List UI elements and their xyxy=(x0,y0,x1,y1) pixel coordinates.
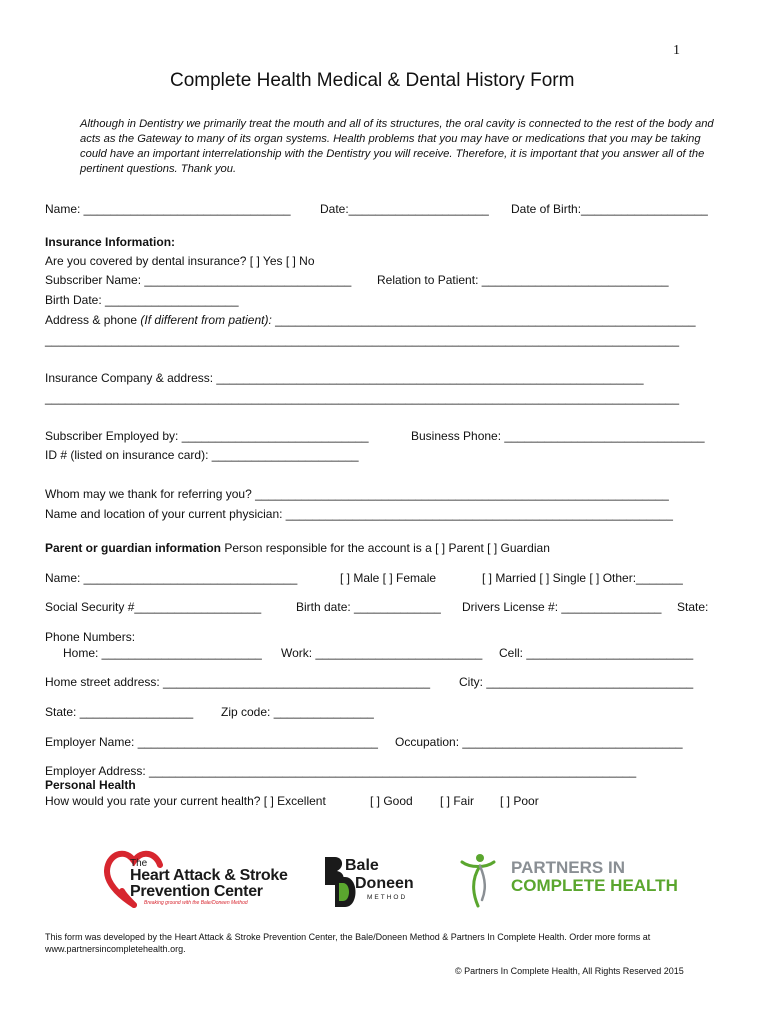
health-poor-option[interactable]: [ ] Poor xyxy=(500,794,539,808)
heart-logo-tagline: Breaking ground with the Bale/Doneen Method xyxy=(144,900,248,906)
occupation-field[interactable]: Occupation: _________________________________ xyxy=(395,735,683,749)
partners-line1: PARTNERS IN xyxy=(511,858,625,877)
guardian-name-field[interactable]: Name: ________________________________ xyxy=(45,571,298,585)
health-fair-option[interactable]: [ ] Fair xyxy=(440,794,475,808)
business-phone-field[interactable]: Business Phone: ______________________________ xyxy=(411,429,705,443)
heart-logo-line1: Heart Attack & Stroke xyxy=(130,867,288,884)
guardian-section[interactable] xyxy=(45,541,550,555)
home-phone-field[interactable]: Home: ________________________ xyxy=(63,646,262,660)
insurance-company-field[interactable]: Insurance Company & address: ________________________________________________________________ xyxy=(45,371,644,385)
method-text: METHOD xyxy=(367,894,408,901)
ssn-field[interactable]: Social Security #___________________ xyxy=(45,600,262,614)
zip-field[interactable]: Zip code: _______________ xyxy=(221,705,374,719)
heart-logo-the: The xyxy=(130,858,148,869)
bale-text: Bale xyxy=(345,857,379,874)
partners-line2: COMPLETE HEALTH xyxy=(511,876,678,895)
figure-icon xyxy=(456,850,500,910)
personal-health-heading: Personal Health xyxy=(45,778,136,792)
work-phone-field[interactable]: Work: _________________________ xyxy=(281,646,483,660)
street-address-field[interactable]: Home street address: ________________________________________ xyxy=(45,675,431,689)
city-field[interactable]: City: _______________________________ xyxy=(459,675,694,689)
health-rating-question[interactable]: How would you rate your current health? [ ] Excellent xyxy=(45,794,326,808)
heart-attack-stroke-logo xyxy=(104,845,288,909)
sex-options[interactable]: [ ] Male [ ] Female xyxy=(340,571,437,585)
page-number: 1 xyxy=(673,43,680,58)
guardian-birth-date-field[interactable]: Birth date: _____________ xyxy=(296,600,441,614)
license-state-field[interactable]: State: xyxy=(677,600,709,614)
date-field[interactable]: Date:_____________________ xyxy=(320,202,489,216)
insurance-heading: Insurance Information: xyxy=(45,235,176,249)
insurance-address-line2[interactable]: _______________________________________________________________________________________________ xyxy=(45,333,680,347)
address-note: (If different from patient): xyxy=(140,313,272,327)
page-title: Complete Health Medical & Dental History Form xyxy=(170,70,575,91)
state-field[interactable]: State: _________________ xyxy=(45,705,194,719)
health-good-option[interactable]: [ ] Good xyxy=(370,794,413,808)
responsible-party-options: Person responsible for the account is a [ ] Parent [ ] Guardian xyxy=(221,541,550,555)
guardian-heading: Parent or guardian information xyxy=(45,541,222,555)
physician-field[interactable]: Name and location of your current physician: __________________________________________________________ xyxy=(45,507,673,521)
referral-field[interactable]: Whom may we thank for referring you? ______________________________________________________________ xyxy=(45,487,669,501)
dental-insurance-question[interactable]: Are you covered by dental insurance? [ ] Yes [ ] No xyxy=(45,254,315,268)
footer-note: This form was developed by the Heart Attack & Stroke Prevention Center, the Bale/Doneen Method & Partners In Complete Health. Order more forms at www.partnersincompletehealth.org. xyxy=(45,932,651,954)
subscriber-name-field[interactable]: Subscriber Name: _______________________________ xyxy=(45,273,352,287)
address-line: _______________________________________________________________ xyxy=(271,313,696,327)
copyright: © Partners In Complete Health, All Rights Reserved 2015 xyxy=(455,966,684,976)
phone-numbers-label: Phone Numbers: xyxy=(45,630,136,644)
cell-phone-field[interactable]: Cell: _________________________ xyxy=(499,646,694,660)
insurance-company-line2[interactable]: _______________________________________________________________________________________________ xyxy=(45,391,680,405)
drivers-license-field[interactable]: Drivers License #: _______________ xyxy=(462,600,662,614)
patient-name-field[interactable]: Name: _______________________________ xyxy=(45,202,291,216)
employer-address-field[interactable]: Employer Address: _________________________________________________________________________ xyxy=(45,764,637,778)
intro-paragraph: Although in Dentistry we primarily treat the mouth and all of its structures, the oral cavity is connected to the rest of the body and acts as the Gateway to many of its organ systems. Health problems that you may have or medications that you may be taking could have an important interrelationship with the Dentistry you will receive. Therefore, it is important that you answer all of the pertinent questions. Thank you. xyxy=(80,118,714,175)
subscriber-birth-date-field[interactable]: Birth Date: ____________________ xyxy=(45,293,239,307)
date-of-birth-field[interactable]: Date of Birth:___________________ xyxy=(511,202,708,216)
partners-logo xyxy=(456,850,676,910)
subscriber-employer-field[interactable]: Subscriber Employed by: ____________________________ xyxy=(45,429,369,443)
relation-field[interactable]: Relation to Patient: ____________________________ xyxy=(377,273,669,287)
bale-doneen-logo xyxy=(323,853,423,909)
insurance-address-field[interactable] xyxy=(45,313,696,327)
heart-logo-line2: Prevention Center xyxy=(130,883,263,900)
address-label: Address & phone xyxy=(45,313,141,327)
marital-options[interactable]: [ ] Married [ ] Single [ ] Other:_______ xyxy=(482,571,683,585)
employer-name-field[interactable]: Employer Name: ____________________________________ xyxy=(45,735,378,749)
insurance-id-field[interactable]: ID # (listed on insurance card): ______________________ xyxy=(45,448,359,462)
doneen-text: Doneen xyxy=(355,875,414,892)
